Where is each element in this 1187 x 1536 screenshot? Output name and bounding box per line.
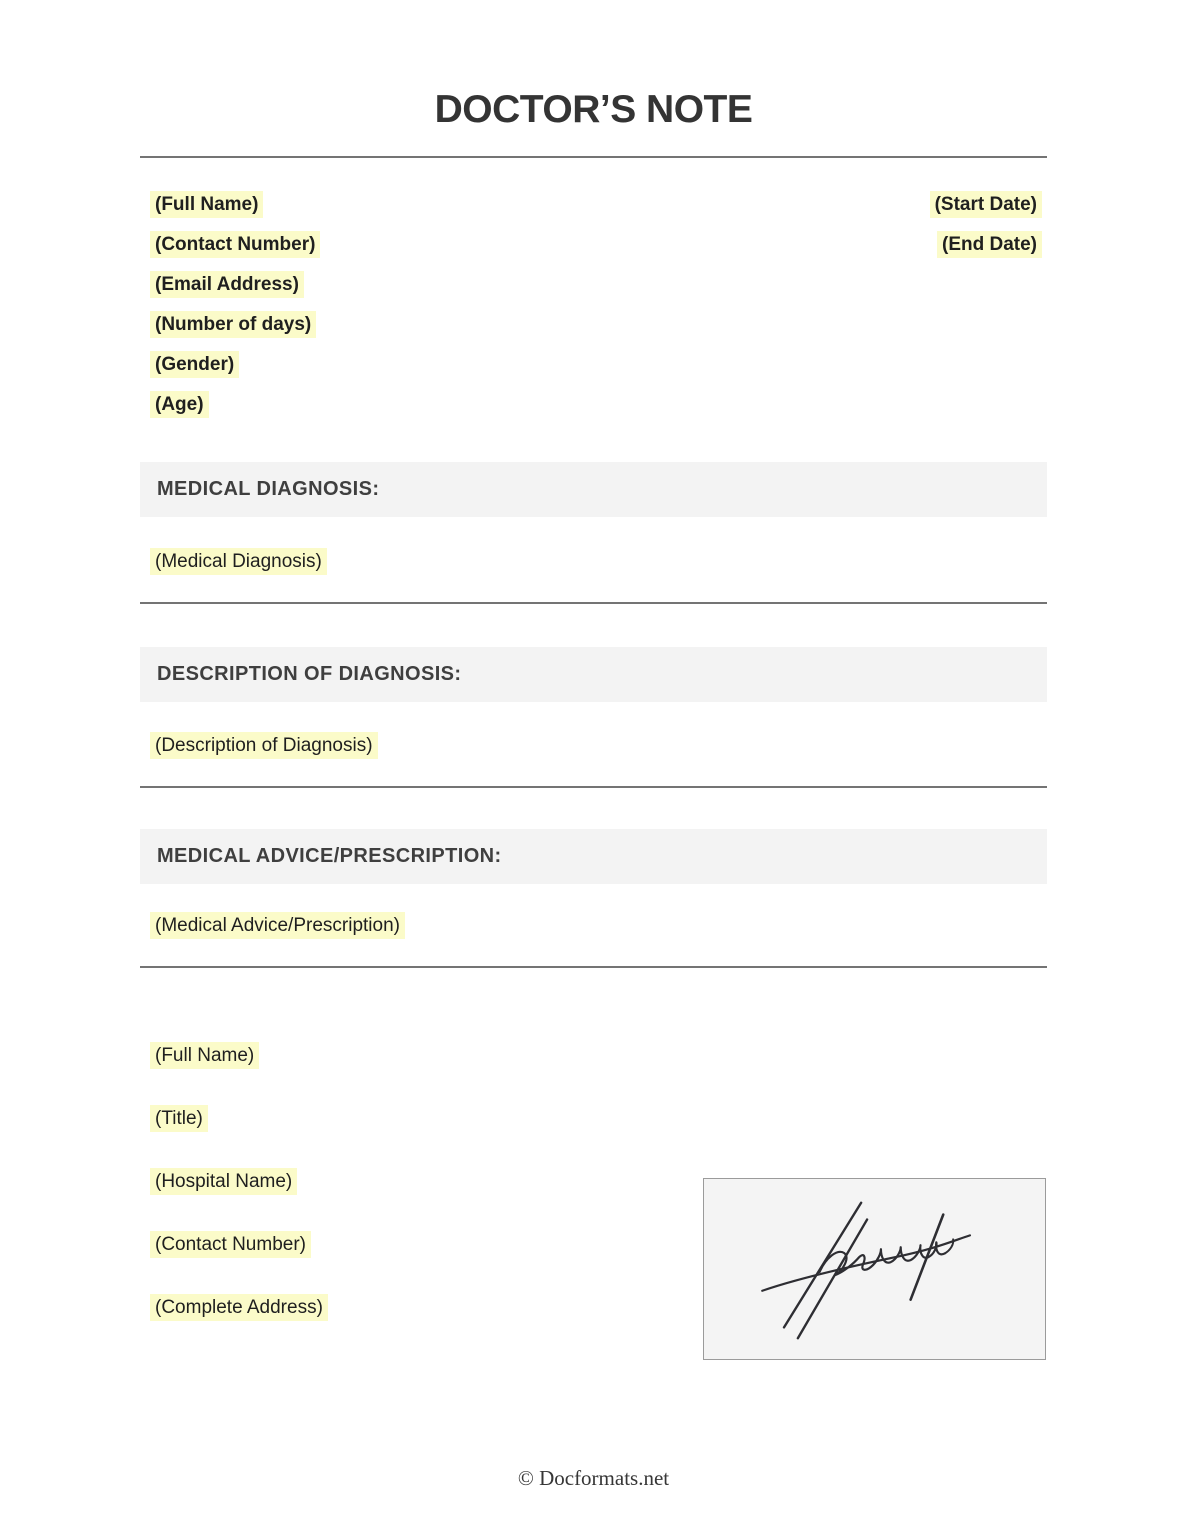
- field-row: [150, 1169, 328, 1195]
- section-divider: [140, 966, 1047, 968]
- field-age[interactable]: (Age): [150, 391, 209, 418]
- field-contact-number[interactable]: (Contact Number): [150, 231, 320, 258]
- field-medical-advice-prescription[interactable]: (Medical Advice/Prescription): [150, 912, 405, 939]
- field-row: [150, 272, 320, 298]
- field-row: [150, 192, 320, 218]
- field-row: [150, 352, 320, 378]
- field-doctor-contact-number[interactable]: (Contact Number): [150, 1231, 311, 1258]
- section-divider: [140, 602, 1047, 604]
- page-title: DOCTOR’S NOTE: [434, 88, 753, 131]
- field-number-of-days[interactable]: (Number of days): [150, 311, 316, 338]
- section-header-medical-diagnosis: [140, 462, 1047, 517]
- signature-image: [704, 1179, 1045, 1359]
- field-gender[interactable]: (Gender): [150, 351, 239, 378]
- section-heading: MEDICAL DIAGNOSIS:: [157, 478, 380, 500]
- field-row: [930, 232, 1042, 258]
- field-doctor-title[interactable]: (Title): [150, 1105, 208, 1132]
- title-divider: [140, 156, 1047, 158]
- field-doctor-full-name[interactable]: (Full Name): [150, 1042, 259, 1069]
- field-email-address[interactable]: (Email Address): [150, 271, 304, 298]
- field-description-of-diagnosis[interactable]: (Description of Diagnosis): [150, 732, 378, 759]
- section-heading: DESCRIPTION OF DIAGNOSIS:: [157, 663, 462, 685]
- section-header-description-of-diagnosis: [140, 647, 1047, 702]
- field-row: [150, 1106, 328, 1132]
- field-complete-address[interactable]: (Complete Address): [150, 1294, 328, 1321]
- field-start-date[interactable]: (Start Date): [930, 191, 1042, 218]
- placeholder-row: [150, 913, 405, 939]
- section-divider: [140, 786, 1047, 788]
- section-heading: MEDICAL ADVICE/PRESCRIPTION:: [157, 845, 502, 867]
- date-fields: [930, 192, 1042, 272]
- field-row: [150, 1232, 328, 1258]
- field-row: [150, 392, 320, 418]
- field-end-date[interactable]: (End Date): [937, 231, 1042, 258]
- section-header-medical-advice-prescription: [140, 829, 1047, 884]
- field-medical-diagnosis[interactable]: (Medical Diagnosis): [150, 548, 327, 575]
- doctor-info-fields: [150, 1043, 328, 1358]
- field-hospital-name[interactable]: (Hospital Name): [150, 1168, 297, 1195]
- field-row: [930, 192, 1042, 218]
- field-row: [150, 1043, 328, 1069]
- placeholder-row: [150, 733, 378, 759]
- signature-box: [703, 1178, 1046, 1360]
- field-full-name[interactable]: (Full Name): [150, 191, 263, 218]
- field-row: [150, 312, 320, 338]
- field-row: [150, 232, 320, 258]
- placeholder-row: [150, 549, 327, 575]
- patient-info-fields: [150, 192, 320, 432]
- footer-credit: © Docformats.net: [517, 1466, 670, 1490]
- field-row: [150, 1295, 328, 1321]
